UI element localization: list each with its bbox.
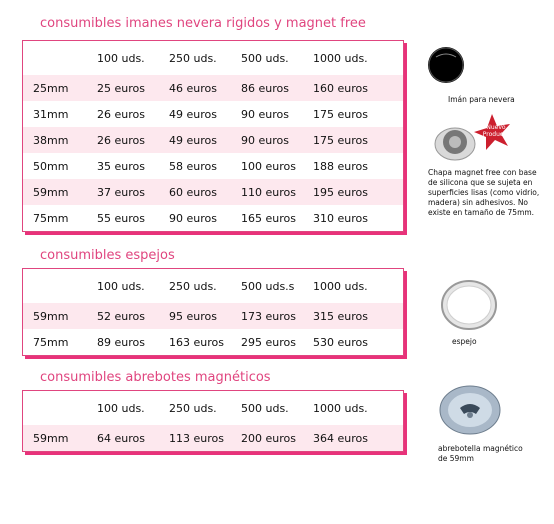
new-product-badge: Nuevo Producto bbox=[482, 124, 510, 138]
table-row bbox=[23, 303, 403, 329]
price-cell: 315 euros bbox=[313, 309, 368, 323]
price-cell: 175 euros bbox=[313, 107, 368, 121]
header-cell: 250 uds. bbox=[169, 279, 217, 293]
price-cell: 90 euros bbox=[169, 211, 217, 225]
table-row bbox=[23, 75, 403, 101]
section-title-magnets: consumibles imanes nevera rigidos y magnet free bbox=[40, 16, 366, 31]
price-cell: 110 euros bbox=[241, 185, 296, 199]
price-table-mirrors bbox=[22, 268, 404, 356]
size-cell: 59mm bbox=[33, 185, 69, 199]
price-cell: 163 euros bbox=[169, 335, 224, 349]
price-cell: 60 euros bbox=[169, 185, 217, 199]
price-cell: 89 euros bbox=[97, 335, 145, 349]
section-title-openers: consumibles abrebotes magnéticos bbox=[40, 370, 271, 385]
table-row bbox=[23, 425, 403, 451]
price-cell: 200 euros bbox=[241, 431, 296, 445]
price-cell: 26 euros bbox=[97, 107, 145, 121]
price-cell: 64 euros bbox=[97, 431, 145, 445]
table-row bbox=[23, 205, 403, 231]
price-cell: 188 euros bbox=[313, 159, 368, 173]
price-cell: 55 euros bbox=[97, 211, 145, 225]
header-cell: 1000 uds. bbox=[313, 401, 368, 415]
header-cell: 1000 uds. bbox=[313, 51, 368, 65]
magnet-free-caption: Chapa magnet free con base de silicona que se sujeta en superficies lisas (como vidrio, madera) sin adhesivos. No existe en tamaño de 75mm. bbox=[428, 168, 540, 217]
price-table-magnets bbox=[22, 40, 404, 232]
bottle-opener-image bbox=[438, 384, 502, 436]
price-cell: 100 euros bbox=[241, 159, 296, 173]
price-cell: 86 euros bbox=[241, 81, 289, 95]
price-cell: 37 euros bbox=[97, 185, 145, 199]
table-row bbox=[23, 153, 403, 179]
price-cell: 160 euros bbox=[313, 81, 368, 95]
header-cell: 1000 uds. bbox=[313, 279, 368, 293]
price-cell: 173 euros bbox=[241, 309, 296, 323]
header-cell: 500 uds. bbox=[241, 401, 289, 415]
magnet-button-image bbox=[427, 46, 465, 84]
header-cell: 500 uds. bbox=[241, 51, 289, 65]
size-cell: 38mm bbox=[33, 133, 69, 147]
price-cell: 52 euros bbox=[97, 309, 145, 323]
price-cell: 46 euros bbox=[169, 81, 217, 95]
table-header-row bbox=[23, 41, 403, 75]
size-cell: 31mm bbox=[33, 107, 69, 121]
price-cell: 530 euros bbox=[313, 335, 368, 349]
table-row bbox=[23, 179, 403, 205]
price-cell: 49 euros bbox=[169, 107, 217, 121]
price-cell: 95 euros bbox=[169, 309, 217, 323]
price-cell: 113 euros bbox=[169, 431, 224, 445]
table-row bbox=[23, 329, 403, 355]
size-cell: 75mm bbox=[33, 335, 69, 349]
size-cell: 59mm bbox=[33, 431, 69, 445]
price-cell: 58 euros bbox=[169, 159, 217, 173]
table-header-row bbox=[23, 269, 403, 303]
price-cell: 364 euros bbox=[313, 431, 368, 445]
mirror-caption: espejo bbox=[452, 337, 477, 346]
magnet-caption: Imán para nevera bbox=[448, 95, 515, 104]
header-cell: 100 uds. bbox=[97, 279, 145, 293]
size-cell: 25mm bbox=[33, 81, 69, 95]
header-cell: 100 uds. bbox=[97, 401, 145, 415]
price-cell: 90 euros bbox=[241, 133, 289, 147]
price-cell: 165 euros bbox=[241, 211, 296, 225]
table-header-row bbox=[23, 391, 403, 425]
price-cell: 35 euros bbox=[97, 159, 145, 173]
price-cell: 26 euros bbox=[97, 133, 145, 147]
price-cell: 25 euros bbox=[97, 81, 145, 95]
mirror-image bbox=[440, 280, 498, 330]
section-title-mirrors: consumibles espejos bbox=[40, 248, 175, 263]
price-cell: 175 euros bbox=[313, 133, 368, 147]
header-cell: 250 uds. bbox=[169, 51, 217, 65]
price-table-openers bbox=[22, 390, 404, 452]
header-cell: 100 uds. bbox=[97, 51, 145, 65]
price-cell: 90 euros bbox=[241, 107, 289, 121]
price-cell: 310 euros bbox=[313, 211, 368, 225]
size-cell: 75mm bbox=[33, 211, 69, 225]
header-cell: 250 uds. bbox=[169, 401, 217, 415]
opener-caption: abrebotella magnético de 59mm bbox=[438, 444, 523, 463]
header-cell: 500 uds.s bbox=[241, 279, 295, 293]
table-row bbox=[23, 101, 403, 127]
price-cell: 195 euros bbox=[313, 185, 368, 199]
price-cell: 49 euros bbox=[169, 133, 217, 147]
size-cell: 59mm bbox=[33, 309, 69, 323]
price-cell: 295 euros bbox=[241, 335, 296, 349]
size-cell: 50mm bbox=[33, 159, 69, 173]
table-row bbox=[23, 127, 403, 153]
